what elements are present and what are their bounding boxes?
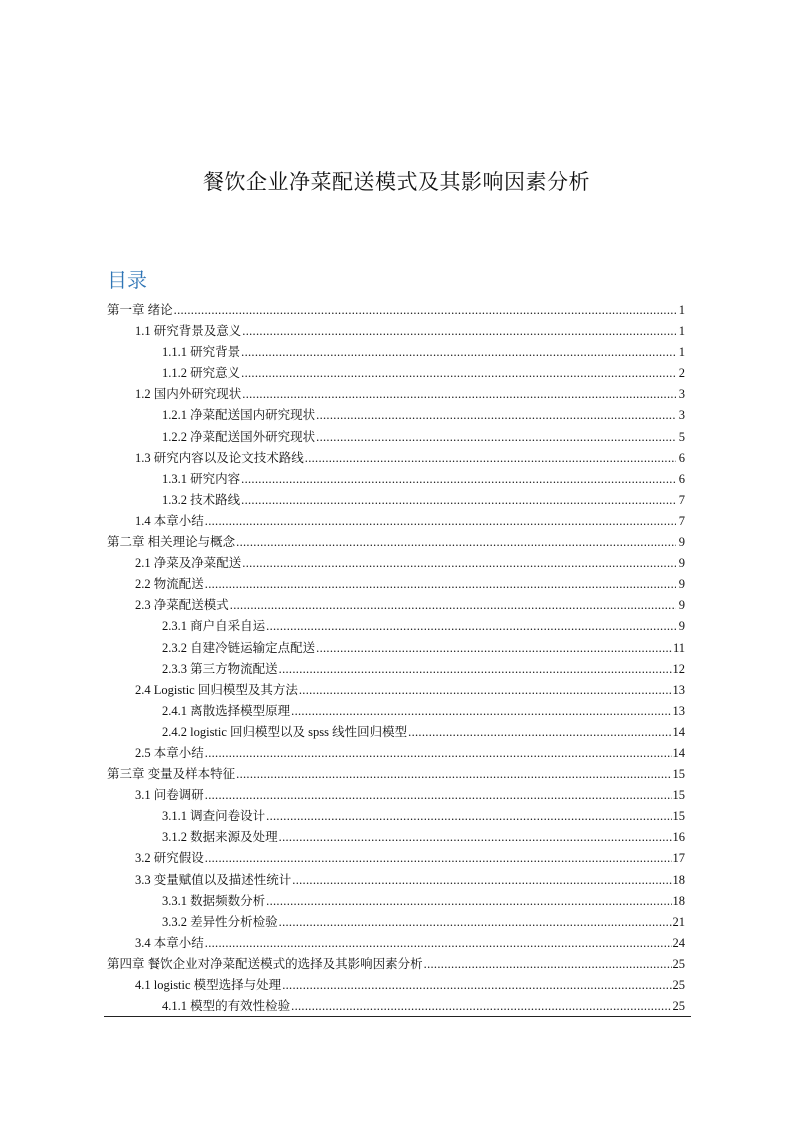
toc-entry-page-number: 3 bbox=[678, 408, 685, 423]
toc-entry[interactable] bbox=[107, 427, 685, 448]
toc-dot-leader bbox=[242, 553, 676, 574]
toc-entry[interactable] bbox=[107, 511, 685, 532]
toc-entry-page-number: 2 bbox=[678, 366, 685, 381]
toc-entry-label: 2.3.2 自建冷链运输定点配送 bbox=[162, 640, 316, 655]
toc-entry-label: 1.2.2 净菜配送国外研究现状 bbox=[162, 429, 316, 444]
toc-entry-page-number: 18 bbox=[672, 872, 685, 887]
toc-dot-leader bbox=[205, 848, 672, 869]
toc-dot-leader bbox=[316, 405, 676, 426]
toc-entry-label: 2.3.3 第三方物流配送 bbox=[162, 661, 278, 676]
toc-entry-page-number: 9 bbox=[678, 556, 685, 571]
toc-entry-page-number: 15 bbox=[672, 767, 685, 782]
toc-entry-page-number: 5 bbox=[678, 429, 685, 444]
toc-entry-label: 2.3 净菜配送模式 bbox=[135, 598, 229, 613]
toc-entry[interactable] bbox=[107, 785, 685, 806]
toc-entry-page-number: 24 bbox=[672, 935, 685, 950]
toc-entry-label: 第三章 变量及样本特征 bbox=[107, 767, 236, 782]
toc-dot-leader bbox=[279, 827, 672, 848]
toc-dot-leader bbox=[282, 975, 671, 996]
toc-entry-page-number: 15 bbox=[672, 788, 685, 803]
toc-entry-label: 1.2.1 净菜配送国内研究现状 bbox=[162, 408, 316, 423]
toc-entry-page-number: 15 bbox=[672, 809, 685, 824]
toc-entry-label: 1.2 国内外研究现状 bbox=[135, 387, 242, 402]
toc-entry-page-number: 6 bbox=[678, 450, 685, 465]
toc-entry[interactable] bbox=[107, 405, 685, 426]
toc-dot-leader bbox=[174, 300, 676, 321]
toc-dot-leader bbox=[205, 933, 672, 954]
toc-entry-page-number: 13 bbox=[672, 682, 685, 697]
toc-dot-leader bbox=[266, 616, 676, 637]
toc-entry[interactable] bbox=[107, 954, 685, 975]
toc-entry-label: 4.1 logistic 模型选择与处理 bbox=[135, 978, 282, 992]
toc-entry[interactable] bbox=[107, 300, 685, 321]
toc-dot-leader bbox=[279, 912, 672, 933]
toc-entry[interactable] bbox=[107, 321, 685, 342]
toc-entry-page-number: 25 bbox=[672, 999, 685, 1014]
toc-entry[interactable] bbox=[107, 595, 685, 616]
toc-entry[interactable] bbox=[107, 680, 685, 701]
toc-entry-page-number: 9 bbox=[678, 535, 685, 550]
footer-divider bbox=[104, 1016, 691, 1017]
toc-entry-label: 1.4 本章小结 bbox=[135, 513, 204, 528]
toc-entry[interactable] bbox=[107, 574, 685, 595]
table-of-contents bbox=[107, 300, 685, 1017]
toc-entry[interactable] bbox=[107, 448, 685, 469]
toc-entry-label: 1.3.2 技术路线 bbox=[162, 492, 241, 507]
toc-entry-label: 2.3.1 商户自采自运 bbox=[162, 619, 266, 634]
toc-dot-leader bbox=[236, 764, 671, 785]
toc-entry[interactable] bbox=[107, 975, 685, 996]
toc-entry-label: 2.4.1 离散选择模型原理 bbox=[162, 703, 291, 718]
toc-entry-page-number: 16 bbox=[672, 830, 685, 845]
toc-entry-label: 第四章 餐饮企业对净菜配送模式的选择及其影响因素分析 bbox=[107, 956, 423, 971]
toc-dot-leader bbox=[408, 722, 671, 743]
toc-entry[interactable] bbox=[107, 870, 685, 891]
toc-entry[interactable] bbox=[107, 342, 685, 363]
toc-entry-label: 3.4 本章小结 bbox=[135, 935, 204, 950]
toc-dot-leader bbox=[236, 532, 676, 553]
toc-dot-leader bbox=[241, 342, 676, 363]
toc-dot-leader bbox=[242, 321, 676, 342]
toc-dot-leader bbox=[266, 891, 671, 912]
toc-entry-page-number: 12 bbox=[672, 661, 685, 676]
toc-entry-label: 3.3.2 差异性分析检验 bbox=[162, 914, 278, 929]
toc-dot-leader bbox=[279, 659, 672, 680]
toc-entry[interactable] bbox=[107, 469, 685, 490]
toc-entry[interactable] bbox=[107, 996, 685, 1017]
toc-entry-page-number: 9 bbox=[678, 598, 685, 613]
toc-entry-page-number: 25 bbox=[672, 956, 685, 971]
toc-entry-page-number: 9 bbox=[678, 577, 685, 592]
toc-entry-label: 第二章 相关理论与概念 bbox=[107, 535, 236, 550]
toc-entry[interactable] bbox=[107, 827, 685, 848]
toc-dot-leader bbox=[230, 595, 676, 616]
toc-dot-leader bbox=[205, 743, 672, 764]
toc-entry[interactable] bbox=[107, 553, 685, 574]
toc-entry-page-number: 18 bbox=[672, 893, 685, 908]
toc-entry-page-number: 14 bbox=[672, 724, 685, 739]
toc-entry[interactable] bbox=[107, 722, 685, 743]
toc-dot-leader bbox=[241, 490, 676, 511]
toc-entry[interactable] bbox=[107, 806, 685, 827]
toc-dot-leader bbox=[205, 785, 672, 806]
toc-entry-label: 3.2 研究假设 bbox=[135, 851, 204, 866]
toc-entry-label: 4.1.1 模型的有效性检验 bbox=[162, 999, 291, 1014]
toc-entry-label: 3.1.1 调查问卷设计 bbox=[162, 809, 266, 824]
toc-dot-leader bbox=[291, 701, 671, 722]
toc-entry-page-number: 25 bbox=[672, 978, 685, 992]
toc-dot-leader bbox=[291, 996, 671, 1017]
toc-entry[interactable] bbox=[107, 848, 685, 869]
toc-dot-leader bbox=[266, 806, 671, 827]
toc-entry[interactable] bbox=[107, 532, 685, 553]
toc-dot-leader bbox=[205, 574, 676, 595]
document-title: 餐饮企业净菜配送模式及其影响因素分析 bbox=[203, 170, 590, 194]
toc-dot-leader bbox=[241, 469, 676, 490]
toc-dot-leader bbox=[424, 954, 672, 975]
toc-entry[interactable] bbox=[107, 384, 685, 405]
toc-entry-page-number: 21 bbox=[672, 914, 685, 929]
toc-entry-page-number: 14 bbox=[672, 745, 685, 760]
toc-entry-page-number: 9 bbox=[678, 619, 685, 634]
toc-entry-page-number: 1 bbox=[678, 324, 685, 339]
toc-entry-page-number: 1 bbox=[678, 345, 685, 360]
toc-entry-page-number: 1 bbox=[678, 303, 685, 317]
toc-dot-leader bbox=[305, 448, 676, 469]
toc-entry-label: 3.3 变量赋值以及描述性统计 bbox=[135, 872, 292, 887]
toc-entry-label: 2.4.2 logistic 回归模型以及 spss 线性回归模型 bbox=[162, 724, 408, 739]
toc-entry-page-number: 3 bbox=[678, 387, 685, 402]
toc-entry-label: 1.1.2 研究意义 bbox=[162, 366, 241, 381]
toc-dot-leader bbox=[205, 511, 676, 532]
toc-dot-leader bbox=[299, 680, 672, 701]
toc-entry-label: 2.5 本章小结 bbox=[135, 745, 204, 760]
toc-entry-label: 1.3 研究内容以及论文技术路线 bbox=[135, 450, 304, 465]
toc-entry[interactable] bbox=[107, 743, 685, 764]
toc-dot-leader bbox=[241, 363, 676, 384]
toc-entry-page-number: 11 bbox=[672, 640, 685, 655]
toc-entry-label: 1.3.1 研究内容 bbox=[162, 471, 241, 486]
toc-entry-label: 3.1 问卷调研 bbox=[135, 788, 204, 803]
toc-dot-leader bbox=[316, 427, 676, 448]
toc-entry-page-number: 7 bbox=[678, 513, 685, 528]
toc-entry[interactable] bbox=[107, 891, 685, 912]
toc-entry-page-number: 13 bbox=[672, 703, 685, 718]
toc-entry-label: 1.1 研究背景及意义 bbox=[135, 324, 242, 339]
toc-entry-page-number: 7 bbox=[678, 492, 685, 507]
toc-entry[interactable] bbox=[107, 490, 685, 511]
toc-entry[interactable] bbox=[107, 659, 685, 680]
toc-dot-leader bbox=[316, 638, 672, 659]
toc-entry-label: 1.1.1 研究背景 bbox=[162, 345, 241, 360]
toc-entry-label: 第一章 绪论 bbox=[107, 303, 173, 317]
toc-entry-label: 2.4 Logistic 回归模型及其方法 bbox=[135, 682, 298, 697]
toc-entry[interactable] bbox=[107, 363, 685, 384]
toc-entry[interactable] bbox=[107, 933, 685, 954]
toc-entry-label: 2.1 净菜及净菜配送 bbox=[135, 556, 242, 571]
toc-entry-page-number: 17 bbox=[672, 851, 685, 866]
toc-entry-page-number: 6 bbox=[678, 471, 685, 486]
toc-dot-leader bbox=[292, 870, 671, 891]
toc-entry-label: 2.2 物流配送 bbox=[135, 577, 204, 592]
toc-entry[interactable] bbox=[107, 638, 685, 659]
toc-entry[interactable] bbox=[107, 764, 685, 785]
toc-dot-leader bbox=[242, 384, 676, 405]
toc-entry[interactable] bbox=[107, 701, 685, 722]
toc-entry-label: 3.3.1 数据频数分析 bbox=[162, 893, 266, 908]
toc-heading: 目录 bbox=[107, 268, 147, 292]
toc-entry[interactable] bbox=[107, 616, 685, 637]
toc-entry-label: 3.1.2 数据来源及处理 bbox=[162, 830, 278, 845]
toc-entry[interactable] bbox=[107, 912, 685, 933]
